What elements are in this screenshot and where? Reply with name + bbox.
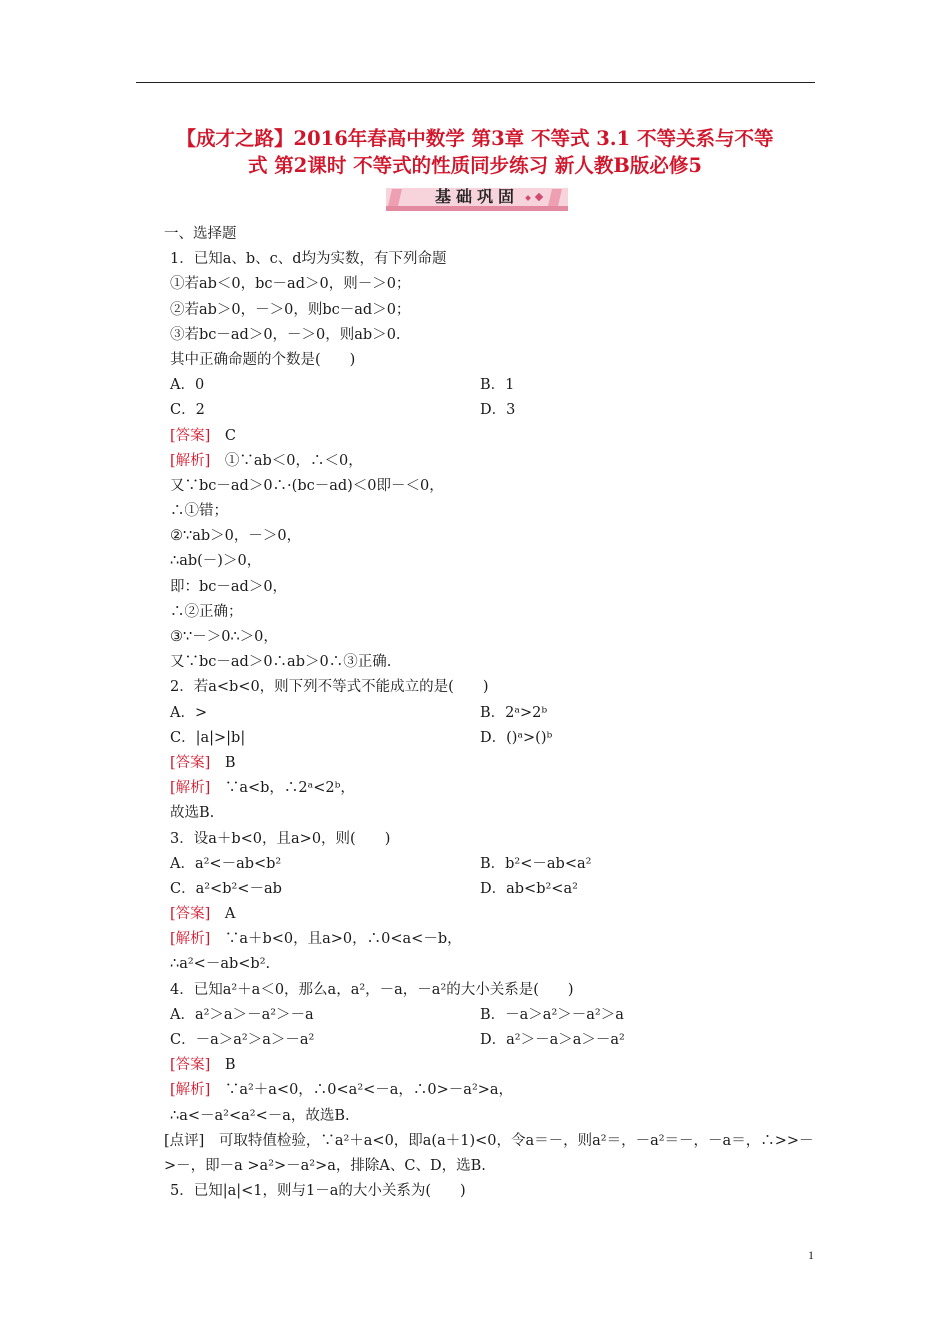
q1-option-b: B．1 [480, 377, 515, 394]
exercise-content [164, 222, 820, 1204]
q3-options-row-2 [170, 877, 820, 902]
q5-stem: 5．已知|a|<1，则与1－a的大小关系为( ) [170, 1183, 466, 1200]
section-banner [386, 184, 568, 211]
q1-analysis [170, 449, 820, 474]
q3-option-c: C．a²<b²<－ab [170, 880, 282, 897]
q3-analysis-line: ∴a²<－ab<b². [170, 956, 271, 973]
page-number: 1 [808, 1248, 814, 1262]
q1-proposition-2: ②若ab＞0，－＞0，则bc－ad＞0； [170, 301, 411, 318]
q1-analysis-line: ∴ab(－)＞0， [170, 553, 262, 570]
document-title [130, 125, 820, 179]
q1-stem: 1．已知a、b、c、d均为实数，有下列命题 [170, 251, 447, 268]
q1-options-row-1 [170, 373, 820, 398]
analysis-text: ①∵ab＜0，∴＜0， [210, 452, 363, 469]
q4-stem: 4．已知a²＋a＜0，那么a，a²，－a，－a²的大小关系是( ) [170, 981, 574, 998]
q3-options-row-1 [170, 852, 820, 877]
q4-option-a: A．a²＞a＞－a²＞－a [170, 1006, 314, 1023]
q1-analysis-line: 又∵bc－ad＞0∴ab＞0∴③正确. [170, 654, 392, 671]
q1-proposition-1: ①若ab＜0，bc－ad＞0，则－＞0； [170, 276, 411, 293]
q1-analysis-line: ∴①错； [170, 503, 228, 520]
q1-options-row-2 [170, 398, 820, 423]
q4-answer [170, 1053, 820, 1078]
q2-option-d: D．()ᵃ>()ᵇ [480, 729, 553, 746]
q3-answer [170, 902, 820, 927]
q2-option-a: A．> [170, 704, 208, 721]
title-line-1: 【成才之路】2016年春高中数学 第3章 不等式 3.1 不等关系与不等 [176, 127, 774, 150]
q2-option-c: C．|a|>|b| [170, 729, 246, 746]
q1-analysis-line: 又∵bc－ad＞0∴·(bc－ad)＜0即－＜0， [170, 477, 444, 494]
q4-analysis-line: ∴a<－a²<a²<－a，故选B. [170, 1107, 350, 1124]
answer-tag: [答案] [170, 754, 211, 771]
q3-option-a: A．a²<－ab<b² [170, 855, 282, 872]
q1-answer [170, 424, 820, 449]
q3-stem: 3．设a＋b<0，且a>0，则( ) [170, 830, 391, 847]
analysis-tag: [解析] [170, 931, 211, 948]
q4-options-row-2 [170, 1028, 820, 1053]
analysis-tag: [解析] [170, 452, 211, 469]
q3-option-b: B．b²<－ab<a² [480, 855, 592, 872]
answer-value: B [210, 754, 236, 771]
answer-value: C [210, 427, 236, 444]
q2-option-b: B．2ᵃ>2ᵇ [480, 704, 548, 721]
q2-options-row-1 [170, 701, 820, 726]
header-rule [136, 82, 815, 83]
q4-option-c: C．－a＞a²＞a＞－a² [170, 1032, 315, 1048]
banner-label: 基础巩固 [434, 187, 519, 206]
analysis-text: ∵a²＋a<0，∴0<a²<－a，∴0>－a²>a， [210, 1082, 514, 1099]
answer-tag: [答案] [170, 906, 211, 923]
q2-answer [170, 751, 820, 776]
q2-analysis [170, 776, 820, 801]
q1-option-d: D．3 [480, 402, 516, 419]
answer-tag: [答案] [170, 1057, 211, 1074]
q4-option-b: B．－a＞a²＞－a²＞a [480, 1006, 624, 1023]
q1-analysis-line: ②∵ab＞0，－＞0， [170, 528, 302, 545]
q1-analysis-line: ∴②正确； [170, 603, 243, 620]
answer-tag: [答案] [170, 427, 211, 444]
answer-value: A [210, 906, 236, 923]
q1-question: 其中正确命题的个数是( ) [170, 351, 356, 368]
analysis-text: ∵a<b，∴2ᵃ<2ᵇ， [210, 780, 355, 797]
q4-analysis [170, 1078, 820, 1103]
q3-analysis [170, 927, 820, 952]
analysis-tag: [解析] [170, 780, 211, 797]
q3-option-d: D．ab<b²<a² [480, 880, 578, 897]
title-line-2: 式 第2课时 不等式的性质同步练习 新人教B版必修5 [248, 154, 702, 177]
q1-proposition-3: ③若bc－ad＞0，－＞0，则ab＞0. [170, 326, 401, 343]
answer-value: B [210, 1057, 236, 1074]
analysis-text: ∵a＋b<0，且a>0，∴0<a<－b， [210, 931, 462, 948]
q2-stem: 2．若a<b<0，则下列不等式不能成立的是( ) [170, 679, 489, 696]
q2-analysis-line: 故选B. [170, 805, 215, 822]
q4-options-row-1 [170, 1003, 820, 1028]
q1-option-c: C．2 [170, 402, 205, 419]
q1-analysis-line: ③∵－＞0∴＞0， [170, 629, 278, 645]
q4-option-d: D．a²＞－a＞a＞－a² [480, 1032, 625, 1048]
q4-comment: [点评] 可取特值检验，∵a²＋a<0，即a(a＋1)<0，令a＝－，则a²＝，－a²＝－，－a＝，∴>>－>－，即－a >a²>－a²>a，排除A、C、D，选B. [164, 1132, 814, 1174]
q2-options-row-2 [170, 726, 820, 751]
section-heading: 一、选择题 [164, 226, 237, 242]
q1-analysis-line: 即：bc－ad＞0， [170, 578, 288, 595]
analysis-tag: [解析] [170, 1082, 211, 1099]
q1-option-a: A．0 [170, 377, 205, 394]
